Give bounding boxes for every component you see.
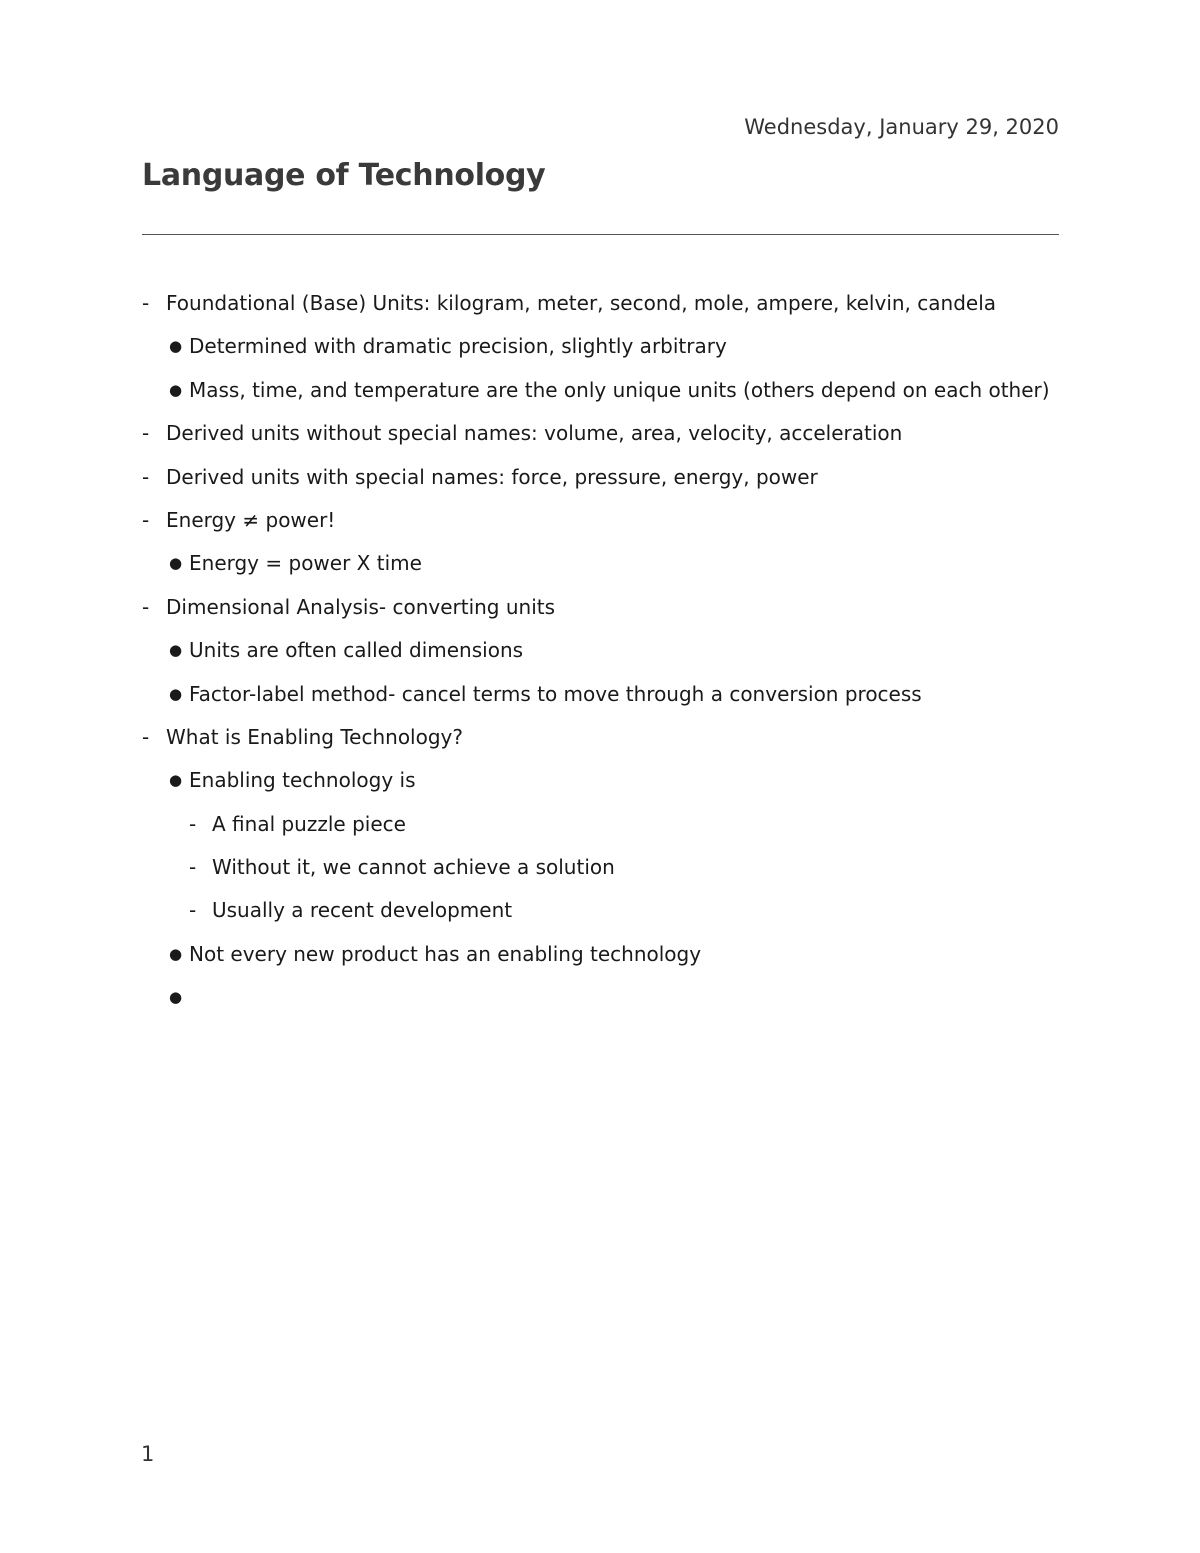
list-item-text: A final puzzle piece	[212, 811, 406, 836]
bullet-marker: ●	[169, 641, 183, 660]
bullet-marker: ●	[169, 380, 183, 399]
list-item-puzzle-piece	[142, 803, 1072, 846]
list-item-text: Not every new product has an enabling technology	[189, 941, 702, 966]
bullet-marker: ●	[169, 988, 183, 1007]
list-item-precision	[142, 325, 1072, 368]
list-item-text: Mass, time, and temperature are the only unique units (others depend on each other)	[189, 377, 1050, 402]
bullet-marker: ●	[169, 554, 183, 573]
list-item-dimensional-analysis	[142, 586, 1072, 629]
list-item-text: Units are often called dimensions	[189, 638, 524, 663]
list-item-text: Determined with dramatic precision, slightly arbitrary	[189, 334, 727, 359]
list-item-text: What is Enabling Technology?	[166, 724, 463, 749]
bullet-marker: ●	[169, 771, 183, 790]
dash-marker: -	[142, 507, 150, 532]
list-item-derived-with-names	[142, 456, 1072, 499]
dash-marker: -	[189, 898, 197, 923]
list-item-enabling-question	[142, 716, 1072, 759]
list-item-base-units	[142, 282, 1072, 325]
list-item-text: Dimensional Analysis- converting units	[166, 594, 556, 619]
list-item-text: Derived units with special names: force, pressure, energy, power	[166, 464, 818, 489]
dash-marker: -	[142, 594, 150, 619]
list-item-no-solution	[142, 846, 1072, 889]
list-item-dimensions	[142, 629, 1072, 672]
list-item-text: Usually a recent development	[212, 898, 513, 923]
dash-marker: -	[189, 811, 197, 836]
bullet-marker: ●	[169, 337, 183, 356]
dash-marker: -	[189, 855, 197, 880]
list-item-text: Foundational (Base) Units: kilogram, meter, second, mole, ampere, kelvin, candela	[166, 291, 997, 315]
list-item-text: Factor-label method- cancel terms to move through a conversion process	[189, 681, 922, 706]
list-item-text: Energy = power X time	[189, 551, 422, 576]
list-item-energy-formula	[142, 542, 1072, 585]
bullet-marker: ●	[169, 944, 183, 963]
list-item-text: Enabling technology is	[189, 768, 416, 793]
list-item-not-every-product	[142, 933, 1072, 976]
list-item-recent-development	[142, 889, 1072, 932]
bullet-marker: ●	[169, 684, 183, 703]
page-title: Language of Technology	[142, 158, 546, 193]
list-item-factor-label	[142, 673, 1072, 716]
document-date: Wednesday, January 29, 2020	[744, 115, 1059, 139]
dash-marker: -	[142, 291, 150, 315]
page-number: 1	[141, 1442, 155, 1466]
list-item-empty	[142, 976, 1072, 1019]
list-item-enabling-definition	[142, 759, 1072, 802]
dash-marker: -	[142, 421, 150, 446]
title-divider	[142, 234, 1059, 235]
dash-marker: -	[142, 464, 150, 489]
list-item-text: Derived units without special names: volume, area, velocity, acceleration	[166, 421, 903, 446]
notes-list	[142, 282, 1072, 1020]
list-item-text: Without it, we cannot achieve a solution	[212, 855, 615, 880]
list-item-energy-not-power	[142, 499, 1072, 542]
list-item-unique-units	[142, 369, 1072, 412]
list-item-text: Energy ≠ power!	[166, 507, 336, 532]
dash-marker: -	[142, 724, 150, 749]
list-item-derived-without-names	[142, 412, 1072, 455]
